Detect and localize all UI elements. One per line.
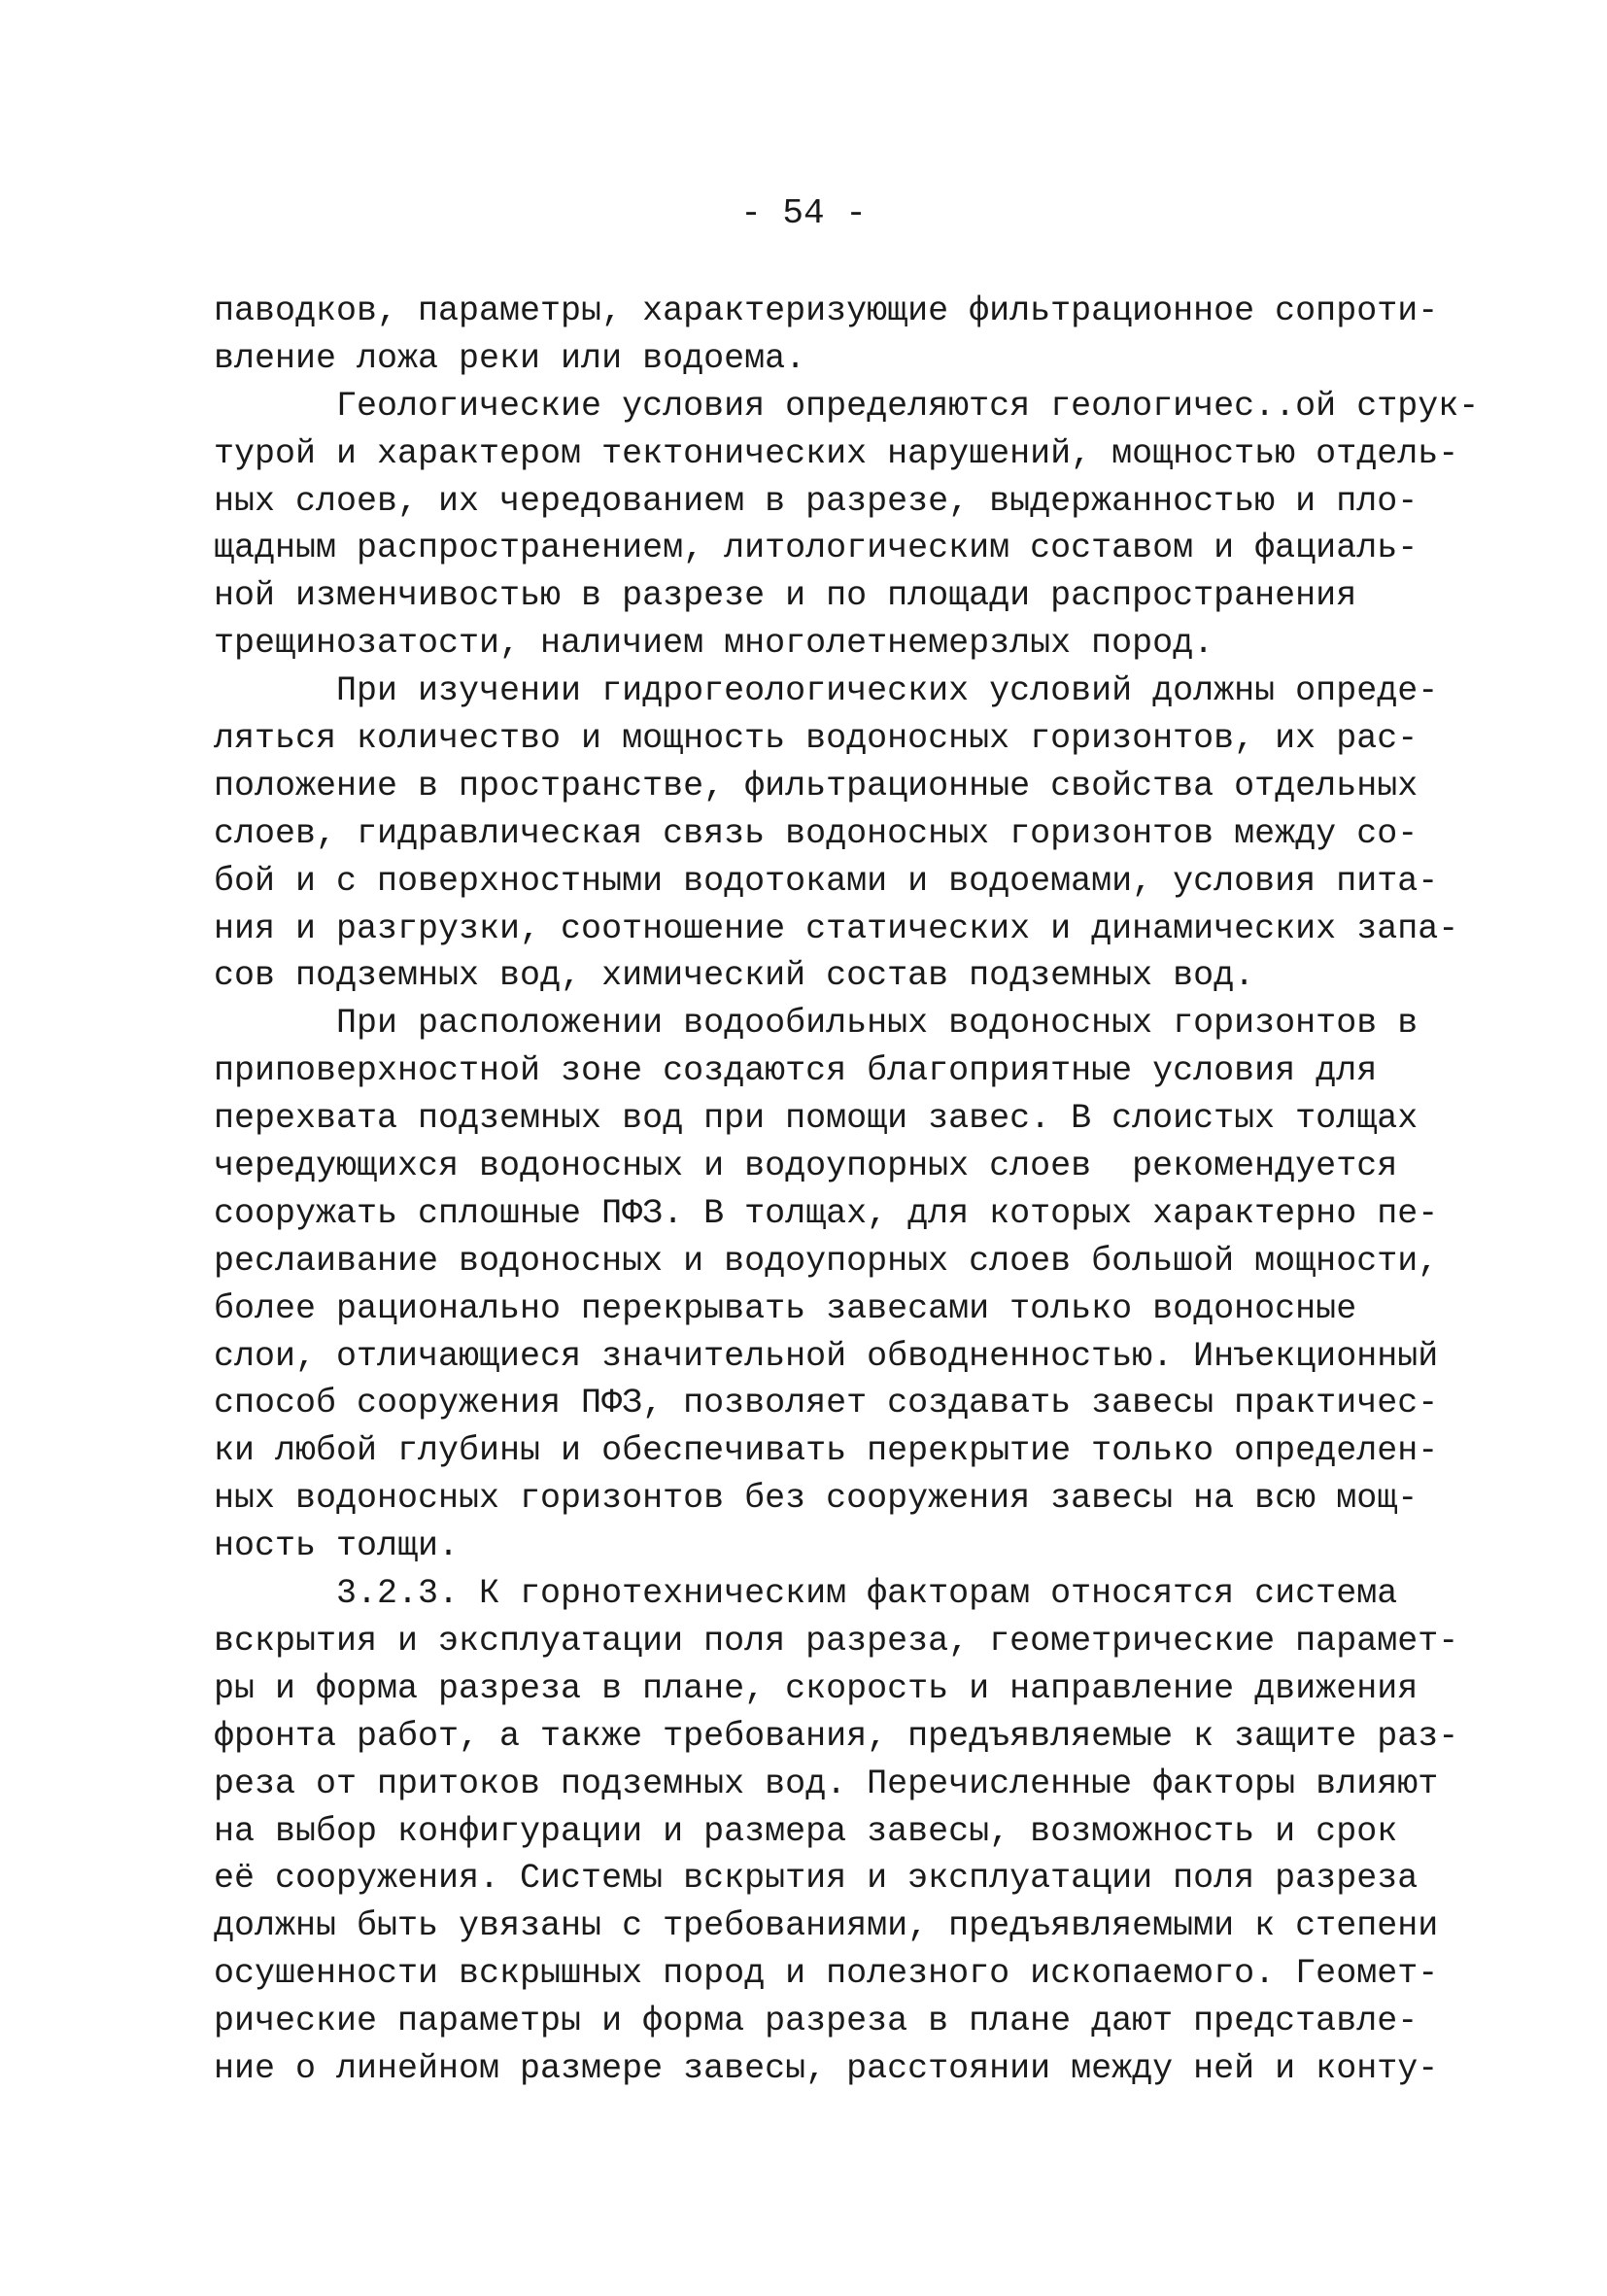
text-line: щадным распространением, литологическим составом и фациаль- <box>214 529 1419 568</box>
text-line: слоев, гидравлическая связь водоносных горизонтов между со- <box>214 813 1419 853</box>
text-line: вление ложа реки или водоема. <box>214 338 806 378</box>
body-text <box>214 288 1480 2093</box>
text-line: ных водоносных горизонтов без сооружения завесы на всю мощ- <box>214 1479 1419 1519</box>
text-line: ность толщи. <box>214 1526 460 1566</box>
text-line: При расположении водообильных водоносных горизонтов в <box>214 1004 1419 1044</box>
text-line: фронта работ, а также требования, предъявляемые к защите раз- <box>214 1716 1459 1756</box>
text-line: приповерхностной зоне создаются благоприятные условия для <box>214 1051 1378 1091</box>
text-line: перехвата подземных вод при помощи завес. В слоистых толщах <box>214 1099 1419 1139</box>
text-line: ных слоев, их чередованием в разрезе, выдержанностью и пло- <box>214 481 1419 521</box>
text-line: чередующихся водоносных и водоупорных слоев рекомендуется <box>214 1147 1398 1186</box>
text-line: сооружать сплошные ПФЗ. В толщах, для которых характерно пе- <box>214 1193 1439 1233</box>
text-line: сов подземных вод, химический состав подземных вод. <box>214 956 1255 996</box>
text-line: реслаивание водоносных и водоупорных слоев большой мощности, <box>214 1241 1439 1281</box>
text-line: ния и разгрузки, соотношение статических и динамических запа- <box>214 908 1459 948</box>
text-line: вскрытия и эксплуатации поля разреза, геометрические парамет- <box>214 1621 1459 1661</box>
text-line: её сооружения. Системы вскрытия и эксплуатации поля разреза <box>214 1859 1419 1899</box>
text-line: на выбор конфигурации и размера завесы, возможность и срок <box>214 1811 1398 1851</box>
text-line: рические параметры и форма разреза в плане дают представле- <box>214 2002 1419 2041</box>
text-line: бой и с поверхностными водотоками и водоемами, условия пита- <box>214 861 1439 901</box>
text-line: При изучении гидрогеологических условий должны опреде- <box>214 671 1439 711</box>
text-line: более рационально перекрывать завесами только водоносные <box>214 1288 1357 1328</box>
text-line: турой и характером тектонических нарушений, мощностью отдель- <box>214 433 1459 473</box>
text-line: положение в пространстве, фильтрационные свойства отдельных <box>214 766 1419 805</box>
text-line: трещинозатости, наличием многолетнемерзлых пород. <box>214 624 1214 664</box>
text-line: Геологические условия определяются геологичес..ой струк- <box>214 386 1480 426</box>
text-line: паводков, параметры, характеризующие фильтрационное сопроти- <box>214 291 1439 330</box>
text-line: ры и форма разреза в плане, скорость и направление движения <box>214 1668 1419 1708</box>
text-line: должны быть увязаны с требованиями, предъявляемыми к степени <box>214 1906 1439 1946</box>
text-line: слои, отличающиеся значительной обводненностью. Инъекционный <box>214 1336 1439 1376</box>
text-line: способ сооружения ПФЗ, позволяет создавать завесы практичес- <box>214 1384 1439 1423</box>
text-line: ки любой глубины и обеспечивать перекрытие только определен- <box>214 1431 1439 1471</box>
text-line: реза от притоков подземных вод. Перечисленные факторы влияют <box>214 1764 1439 1803</box>
text-line: осушенности вскрышных пород и полезного ископаемого. Геомет- <box>214 1954 1439 1994</box>
text-line: ние о линейном размере завесы, расстоянии между ней и конту- <box>214 2048 1439 2088</box>
text-line: 3.2.3. К горнотехническим факторам относятся система <box>214 1574 1398 1614</box>
text-line: ляться количество и мощность водоносных горизонтов, их рас- <box>214 719 1419 759</box>
text-line: ной изменчивостью в разрезе и по площади распространения <box>214 576 1357 616</box>
page-number: - 54 - <box>740 193 867 233</box>
